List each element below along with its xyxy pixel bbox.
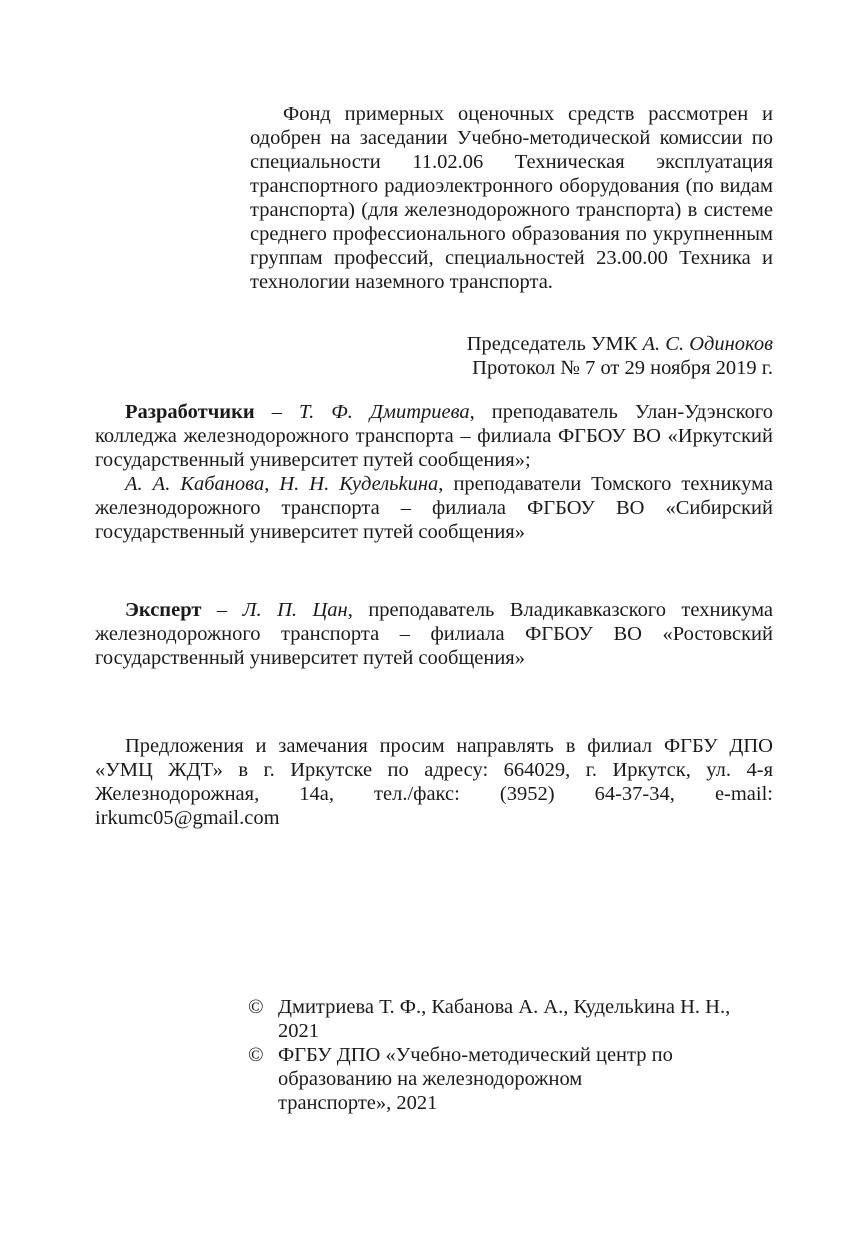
developer-name-3: Н. Н. Кудельkина — [279, 473, 439, 495]
copyright-publisher — [248, 1043, 773, 1115]
copyright-publisher-text: ФГБУ ДПО «Учебно-методический центр по образованию на железнодорожном транспорте», 2021 — [278, 1044, 673, 1114]
chair-label: Председатель УМК — [466, 333, 638, 355]
copyright-authors-text: Дмитриева Т. Ф., Кабанова А. А., Кудельkина Н. Н., 2021 — [278, 996, 731, 1042]
approval-signature — [350, 332, 773, 380]
developer-1-details: , преподаватель Улан-Удэнского колледжа железнодорожного транспорта – филиала ФГБОУ ВО «Иркутский государственный университет путей сообщения»; — [95, 401, 773, 471]
copyright-section — [248, 995, 773, 1115]
developer-paragraph-1 — [95, 400, 773, 472]
copyright-authors — [248, 995, 773, 1043]
expert-details: , преподаватель Владикавказского техникума железнодорожного транспорта – филиала ФГБОУ ВО «Ростовский государственный университет путей сообщения» — [95, 599, 773, 669]
chair-line — [350, 332, 773, 356]
chair-name: А. С. Одиноков — [642, 333, 773, 355]
developers-2-3-details: , преподаватели Томского техникума железнодорожного транспорта – филиала ФГБОУ ВО «Сибирский государственный университет путей сообщения» — [95, 473, 773, 543]
expert-paragraph — [95, 598, 773, 670]
expert-section — [95, 598, 773, 670]
dash: – — [254, 401, 299, 423]
protocol-line: Протокол № 7 от 29 ноября 2019 г. — [472, 357, 773, 379]
proposals-section — [95, 734, 773, 830]
copyright-icon: © — [248, 996, 264, 1018]
separator: , — [264, 473, 280, 495]
developer-paragraph-2 — [95, 472, 773, 544]
developer-name-1: Т. Ф. Дмитриева — [298, 401, 470, 423]
dash: – — [201, 599, 243, 621]
developers-label: Разработчики — [125, 401, 255, 423]
proposals-text: Предложения и замечания просим направлять в филиал ФГБУ ДПО «УМЦ ЖДТ» в г. Иркутске по адресу: 664029, г. Иркутск, ул. 4-я Железнодорожная, 14а, тел./факс: (3952) 64-37-34, e-mail: irkumc05@gmail.com — [95, 735, 773, 829]
developer-name-2: А. А. Кабанова — [125, 473, 265, 495]
copyright-icon: © — [248, 1044, 264, 1066]
expert-label: Эксперт — [125, 599, 202, 621]
developers-section — [95, 400, 773, 544]
approval-text: Фонд примерных оценочных средств рассмотрен и одобрен на заседании Учебно-методической комиссии по специальности 11.02.06 Техническая эксплуатация транспортного радиоэлектронного оборудования (по видам транспорта) (для железнодорожного транспорта) в системе среднего профессионального образования по укрупненным группам профессий, специальностей 23.00.00 Техника и технологии наземного транспорта. — [250, 103, 773, 293]
approval-paragraph — [250, 102, 773, 294]
expert-name: Л. П. Цан — [242, 599, 348, 621]
